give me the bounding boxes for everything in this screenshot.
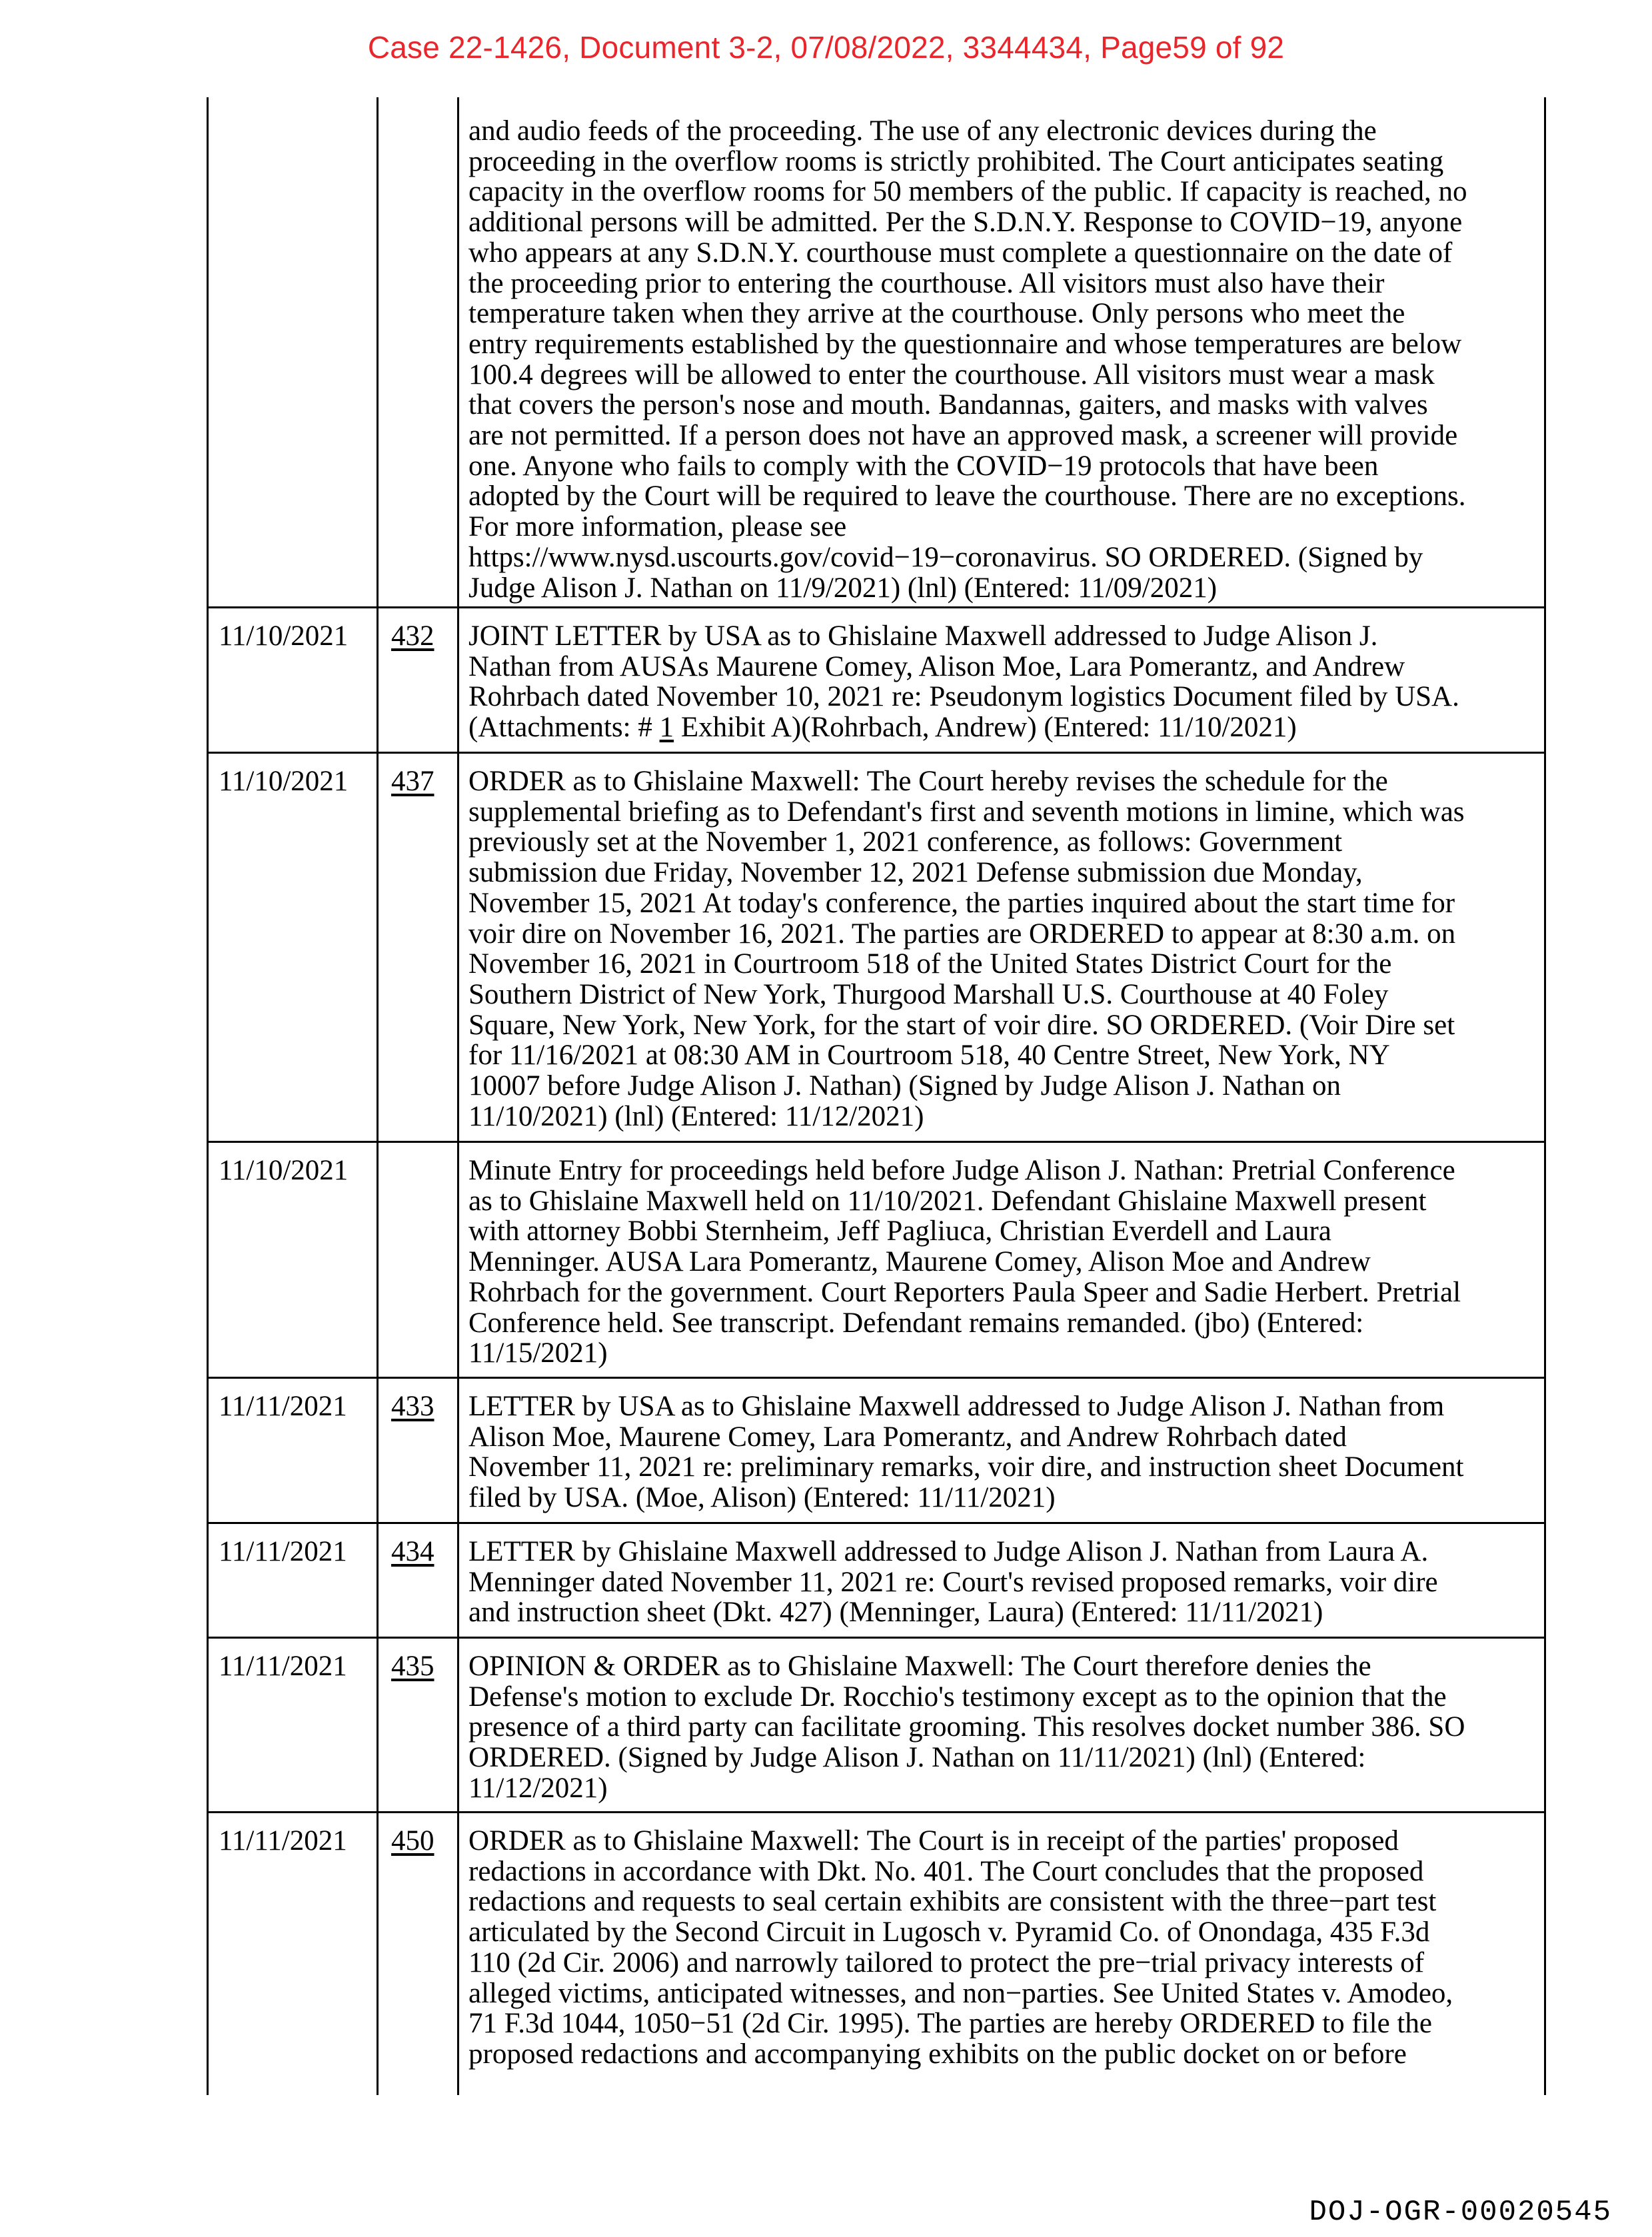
entry-line: proposed redactions and accompanying exhibits on the public docket on or before bbox=[468, 2038, 1407, 2070]
entry-line: Rohrbach dated November 10, 2021 re: Pseudonym logistics Document filed by USA. bbox=[468, 681, 1459, 713]
entry-line: 11/15/2021) bbox=[468, 1337, 608, 1369]
row-rule bbox=[207, 1141, 1546, 1143]
entry-text bbox=[468, 621, 1459, 743]
entry-line: Menninger. AUSA Lara Pomerantz, Maurene Comey, Alison Moe and Andrew bbox=[468, 1246, 1371, 1278]
entry-line: Defense's motion to exclude Dr. Rocchio's testimony except as to the opinion that the bbox=[468, 1681, 1447, 1713]
entry-line: capacity in the overflow rooms for 50 members of the public. If capacity is reached, no bbox=[468, 176, 1467, 208]
entry-line: Alison Moe, Maurene Comey, Lara Pomerantz, and Andrew Rohrbach dated bbox=[468, 1421, 1347, 1453]
entry-line: filed by USA. (Moe, Alison) (Entered: 11/11/2021) bbox=[468, 1482, 1056, 1514]
entry-date: 11/11/2021 bbox=[219, 1391, 347, 1422]
entry-line: redactions in accordance with Dkt. No. 401. The Court concludes that the proposed bbox=[468, 1855, 1424, 1887]
entry-line: Rohrbach for the government. Court Reporters Paula Speer and Sadie Herbert. Pretrial bbox=[468, 1276, 1461, 1308]
row-rule bbox=[207, 606, 1546, 608]
entry-line: adopted by the Court will be required to leave the courthouse. There are no exceptions. bbox=[468, 480, 1466, 512]
entry-line: voir dire on November 16, 2021. The parties are ORDERED to appear at 8:30 a.m. on bbox=[468, 918, 1456, 950]
entry-line: Nathan from AUSAs Maurene Comey, Alison Moe, Lara Pomerantz, and Andrew bbox=[468, 650, 1405, 682]
entry-line: Square, New York, New York, for the start of voir dire. SO ORDERED. (Voir Dire set bbox=[468, 1009, 1455, 1041]
column-rule-left bbox=[207, 97, 209, 2095]
entry-date: 11/11/2021 bbox=[219, 1651, 347, 1682]
row-rule bbox=[207, 1637, 1546, 1639]
row-rule bbox=[207, 1522, 1546, 1524]
entry-line: November 11, 2021 re: preliminary remarks, voir dire, and instruction sheet Document bbox=[468, 1451, 1464, 1483]
entry-line: ORDER as to Ghislaine Maxwell: The Court hereby revises the schedule for the bbox=[468, 766, 1388, 797]
entry-text bbox=[468, 1537, 1438, 1628]
entry-line: ORDER as to Ghislaine Maxwell: The Court is in receipt of the parties' proposed bbox=[468, 1825, 1399, 1857]
entry-line: 71 F.3d 1044, 1050−51 (2d Cir. 1995). The parties are hereby ORDERED to file the bbox=[468, 2008, 1432, 2040]
entry-line: that covers the person's nose and mouth. Bandannas, gaiters, and masks with valves bbox=[468, 389, 1428, 421]
entry-date: 11/10/2021 bbox=[219, 1155, 349, 1186]
entry-line: Conference held. See transcript. Defendant remains remanded. (jbo) (Entered: bbox=[468, 1307, 1364, 1339]
entry-line: 11/12/2021) bbox=[468, 1772, 608, 1804]
entry-line: 100.4 degrees will be allowed to enter the courthouse. All visitors must wear a mask bbox=[468, 359, 1435, 390]
entry-line: ORDERED. (Signed by Judge Alison J. Nathan on 11/11/2021) (lnl) (Entered: bbox=[468, 1742, 1366, 1774]
entry-line: JOINT LETTER by USA as to Ghislaine Maxwell addressed to Judge Alison J. bbox=[468, 620, 1378, 652]
entry-line: November 16, 2021 in Courtroom 518 of the United States District Court for the bbox=[468, 948, 1392, 980]
entry-text bbox=[468, 766, 1465, 1131]
entry-line: LETTER by USA as to Ghislaine Maxwell addressed to Judge Alison J. Nathan from bbox=[468, 1391, 1445, 1422]
entry-line: for 11/16/2021 at 08:30 AM in Courtroom 518, 40 Centre Street, New York, NY bbox=[468, 1040, 1390, 1072]
case-header: Case 22-1426, Document 3-2, 07/08/2022, 3344434, Page59 of 92 bbox=[367, 30, 1285, 65]
entry-line: are not permitted. If a person does not have an approved mask, a screener will provide bbox=[468, 420, 1458, 452]
entry-line: 10007 before Judge Alison J. Nathan) (Signed by Judge Alison J. Nathan on bbox=[468, 1070, 1341, 1102]
entry-text bbox=[468, 1391, 1463, 1513]
entry-text bbox=[468, 116, 1467, 603]
entry-line: Minute Entry for proceedings held before Judge Alison J. Nathan: Pretrial Conference bbox=[468, 1155, 1455, 1186]
entry-line: entry requirements established by the questionnaire and whose temperatures are below bbox=[468, 328, 1462, 360]
bates-number: DOJ-OGR-00020545 bbox=[1309, 2196, 1612, 2229]
entry-line: Judge Alison J. Nathan on 11/9/2021) (lnl) (Entered: 11/09/2021) bbox=[468, 572, 1218, 604]
entry-text bbox=[468, 1155, 1461, 1369]
entry-number-link[interactable]: 450 bbox=[391, 1825, 434, 1857]
row-rule bbox=[207, 1811, 1546, 1813]
entry-line: Southern District of New York, Thurgood Marshall U.S. Courthouse at 40 Foley bbox=[468, 978, 1389, 1010]
entry-line: the proceeding prior to entering the courthouse. All visitors must also have their bbox=[468, 267, 1385, 299]
attachment-link[interactable]: 1 bbox=[659, 712, 674, 744]
entry-line: supplemental briefing as to Defendant's first and seventh motions in limine, which was bbox=[468, 796, 1465, 828]
entry-date: 11/10/2021 bbox=[219, 766, 349, 797]
entry-line: proceeding in the overflow rooms is strictly prohibited. The Court anticipates seating bbox=[468, 145, 1444, 177]
entry-number-link[interactable]: 434 bbox=[391, 1536, 434, 1567]
column-rule-date bbox=[377, 97, 379, 2095]
entry-line: previously set at the November 1, 2021 conference, as follows: Government bbox=[468, 826, 1343, 858]
entry-date: 11/11/2021 bbox=[219, 1825, 347, 1857]
entry-number-link[interactable]: 435 bbox=[391, 1651, 434, 1682]
entry-line: November 15, 2021 At today's conference, the parties inquired about the start time for bbox=[468, 887, 1455, 919]
entry-line: and audio feeds of the proceeding. The use of any electronic devices during the bbox=[468, 115, 1377, 147]
entry-line: as to Ghislaine Maxwell held on 11/10/2021. Defendant Ghislaine Maxwell present bbox=[468, 1185, 1427, 1217]
entry-line: (Attachments: # 1 Exhibit A)(Rohrbach, Andrew) (Entered: 11/10/2021) bbox=[468, 712, 1297, 744]
entry-text bbox=[468, 1651, 1465, 1804]
entry-number-link[interactable]: 437 bbox=[391, 766, 434, 797]
entry-line: 11/10/2021) (lnl) (Entered: 11/12/2021) bbox=[468, 1100, 924, 1132]
entry-line: 110 (2d Cir. 2006) and narrowly tailored to protect the pre−trial privacy interests of bbox=[468, 1946, 1425, 1978]
entry-line: For more information, please see bbox=[468, 511, 847, 543]
row-rule bbox=[207, 1377, 1546, 1379]
entry-line: with attorney Bobbi Sternheim, Jeff Pagliuca, Christian Everdell and Laura bbox=[468, 1215, 1331, 1247]
entry-text bbox=[468, 1826, 1453, 2070]
entry-line: submission due Friday, November 12, 2021 Defense submission due Monday, bbox=[468, 857, 1363, 889]
entry-line: one. Anyone who fails to comply with the COVID−19 protocols that have been bbox=[468, 450, 1379, 482]
entry-line: OPINION & ORDER as to Ghislaine Maxwell: The Court therefore denies the bbox=[468, 1651, 1371, 1682]
entry-date: 11/10/2021 bbox=[219, 620, 349, 652]
entry-line: Menninger dated November 11, 2021 re: Court's revised proposed remarks, voir dire bbox=[468, 1566, 1438, 1598]
entry-date: 11/11/2021 bbox=[219, 1536, 347, 1567]
entry-number-link[interactable]: 433 bbox=[391, 1391, 434, 1422]
entry-line: presence of a third party can facilitate grooming. This resolves docket number 386. SO bbox=[468, 1711, 1465, 1743]
row-rule bbox=[207, 752, 1546, 754]
entry-line: additional persons will be admitted. Per the S.D.N.Y. Response to COVID−19, anyone bbox=[468, 207, 1463, 239]
entry-line: redactions and requests to seal certain exhibits are consistent with the three−part test bbox=[468, 1886, 1437, 1918]
entry-line: LETTER by Ghislaine Maxwell addressed to Judge Alison J. Nathan from Laura A. bbox=[468, 1536, 1429, 1567]
column-rule-number bbox=[457, 97, 459, 2095]
entry-number-link[interactable]: 432 bbox=[391, 620, 434, 652]
entry-line: and instruction sheet (Dkt. 427) (Menninger, Laura) (Entered: 11/11/2021) bbox=[468, 1597, 1323, 1629]
entry-line: temperature taken when they arrive at the courthouse. Only persons who meet the bbox=[468, 298, 1405, 330]
entry-line: articulated by the Second Circuit in Lugosch v. Pyramid Co. of Onondaga, 435 F.3d bbox=[468, 1916, 1430, 1948]
entry-line: alleged victims, anticipated witnesses, and non−parties. See United States v. Amodeo, bbox=[468, 1977, 1453, 2009]
entry-line: https://www.nysd.uscourts.gov/covid−19−coronavirus. SO ORDERED. (Signed by bbox=[468, 541, 1423, 573]
entry-line: who appears at any S.D.N.Y. courthouse must complete a questionnaire on the date of bbox=[468, 237, 1453, 269]
column-rule-right bbox=[1544, 97, 1546, 2095]
